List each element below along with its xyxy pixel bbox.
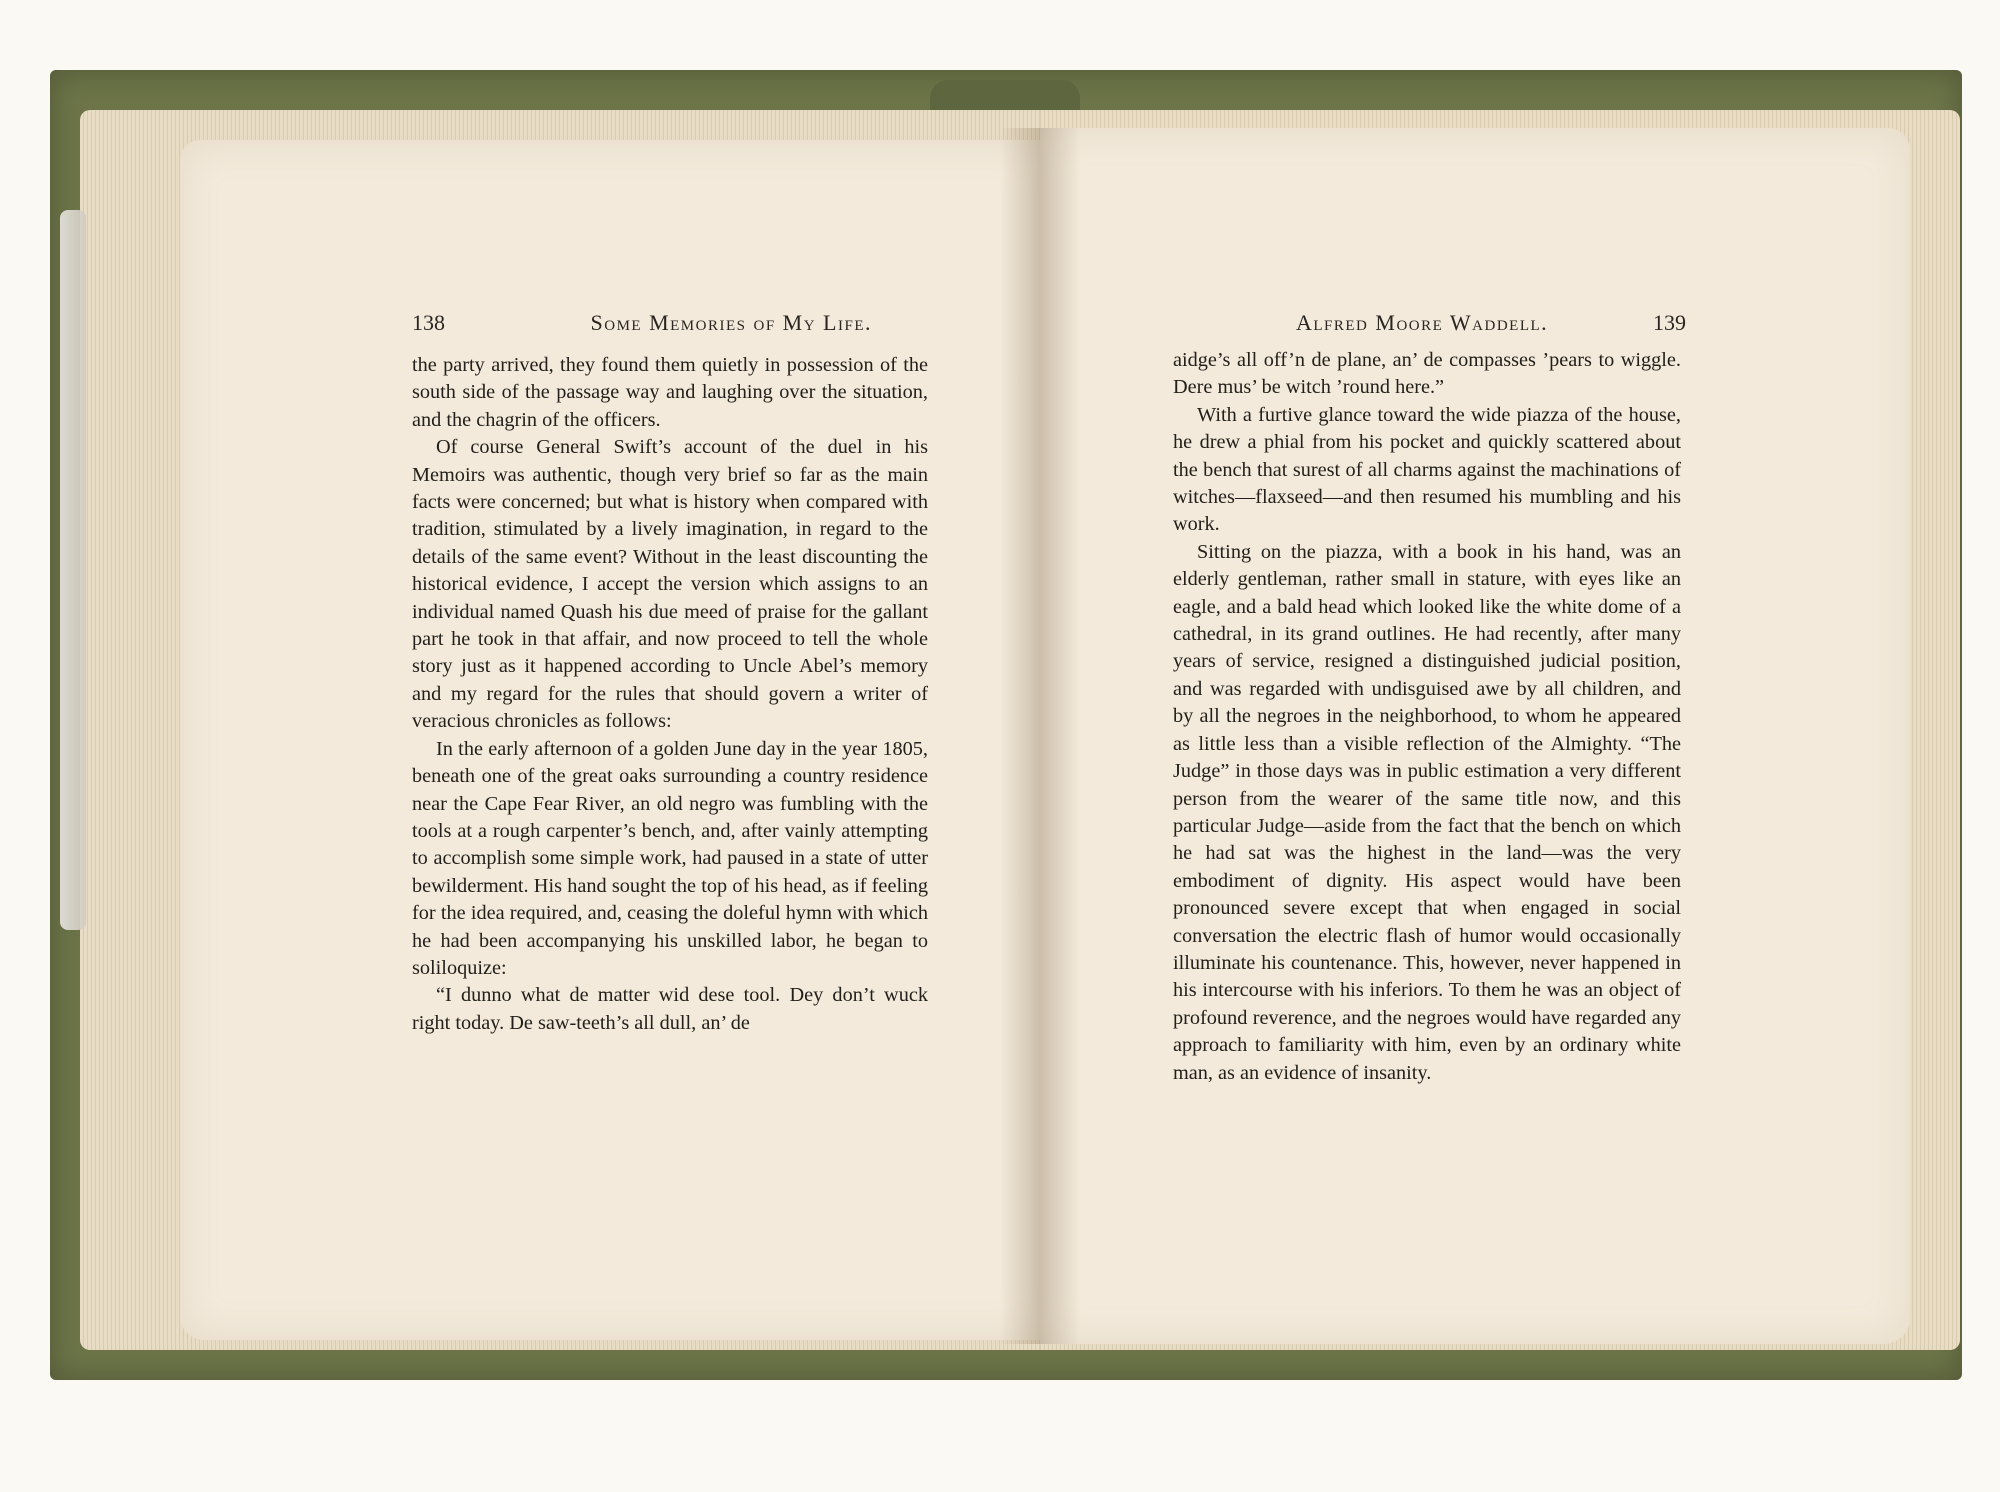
page-number: 138 [412, 310, 445, 335]
right-page-header [1296, 310, 1686, 340]
paragraph: Sitting on the piazza, with a book in his hand, was an elderly gentleman, rather small in stature, with eyes like an eagle, and a bald head which looked like the white dome of a cathedral, in its grand outlines. He had recently, after many years of service, resigned a distinguished judicial position, and was regarded with undisguised awe by all children, and by all the negroes in the neighborhood, to whom he appeared as little less than a visible reflection of the Almighty. “The Judge” in those days was in public estimation a very different person from the wearer of the same title now, and this particular Judge—aside from the fact that the bench on which he had sat was the highest in the land—was the very embodiment of dignity. His aspect would have been pronounced severe except that when engaged in social conversation the electric flash of humor would occasionally illuminate his countenance. This, however, never happened in his intercourse with his inferiors. To them he was an object of profound reverence, and the negroes would have regarded any approach to familiarity with him, even by an ordinary white man, as an evidence of insanity. [1173, 540, 1681, 1084]
running-title: Some Memories of My Life. [590, 310, 872, 335]
paragraph: Of course General Swift’s account of the duel in his Memoirs was authentic, though very brief so far as the main facts were concerned; but what is history when compared with tradition, stimulated by a lively imagination, in regard to the details of the same event? Without in the least discounting the historical evidence, I accept the version which assigns to an individual named Quash his due meed of praise for the gallant part he took in that affair, and now proceed to tell the whole story just as it happened according to Uncle Abel’s memory and my regard for the rules that should govern a writer of veracious chronicles as follows: [412, 436, 928, 733]
right-page-text [1173, 347, 1681, 1087]
paragraph: “I dunno what de matter wid dese tool. Dey don’t wuck right today. De saw-teeth’s all dull, an’ de [412, 984, 928, 1034]
paragraph: the party arrived, they found them quietly in possession of the south side of the passage way and laughing over the situation, and the chagrin of the officers. [412, 354, 928, 431]
paragraph: In the early afternoon of a golden June day in the year 1805, beneath one of the great oaks surrounding a country residence near the Cape Fear River, an old negro was fumbling with the tools at a rough carpenter’s bench, and, after vainly attempting to accomplish some simple work, had paused in a state of utter bewilderment. His hand sought the top of his head, as if feeling for the idea required, and, ceasing the doleful hymn with which he had been accompanying his unskilled labor, he began to soliloquize: [412, 737, 928, 979]
torn-paper-strip [60, 210, 86, 930]
paragraph: With a furtive glance toward the wide piazza of the house, he drew a phial from his pocket and quickly scattered about the bench that surest of all charms against the machinations of witches—flaxseed—and then resumed his mumbling and his work. [1173, 403, 1681, 536]
left-page-text [412, 352, 928, 1037]
book-gutter [1000, 128, 1080, 1344]
left-page-header [412, 310, 872, 340]
paragraph: aidge’s all off’n de plane, an’ de compasses ’pears to wiggle. Dere mus’ be witch ’round here.” [1173, 349, 1681, 399]
page-number: 139 [1653, 310, 1686, 335]
running-title: Alfred Moore Waddell. [1296, 310, 1549, 335]
